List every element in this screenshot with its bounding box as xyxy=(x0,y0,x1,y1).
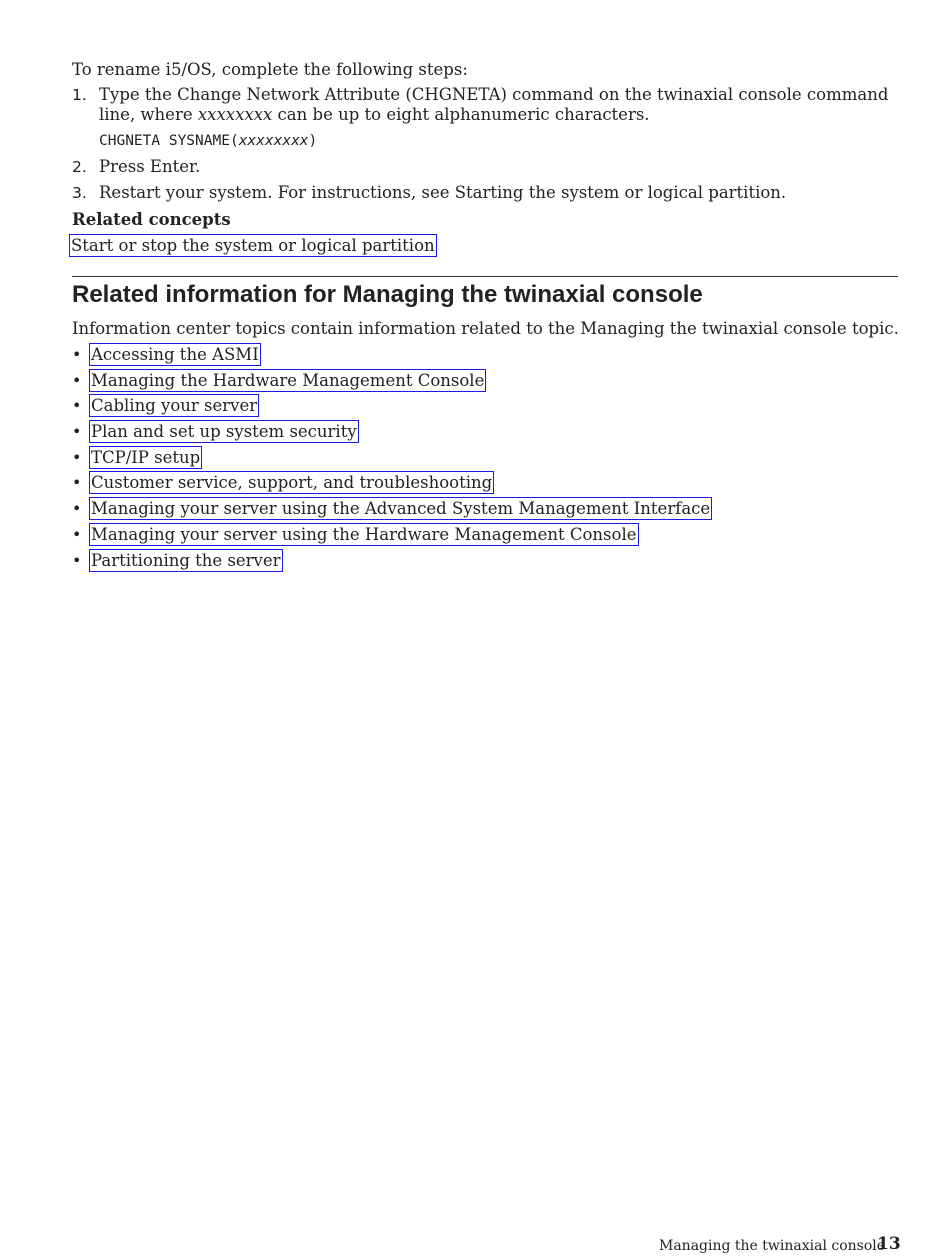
list-item xyxy=(72,420,712,446)
list-item xyxy=(72,343,712,369)
list-item xyxy=(72,549,712,575)
list-item xyxy=(72,471,712,497)
step-3 xyxy=(72,183,898,203)
related-concepts-heading: Related concepts xyxy=(72,210,231,229)
partitioning-server-link[interactable]: Partitioning the server xyxy=(91,550,281,570)
bullet-icon: • xyxy=(72,550,82,570)
list-item xyxy=(72,446,712,472)
start-stop-system-link[interactable]: Start or stop the system or logical partition xyxy=(71,236,435,255)
page-number: 13 xyxy=(877,1234,901,1254)
command-example xyxy=(99,131,898,151)
manage-server-hmc-link[interactable]: Managing your server using the Hardware Management Console xyxy=(91,524,637,544)
section-intro: Information center topics contain information related to the Managing the twinaxial console topic. xyxy=(72,319,899,338)
step-text: Press Enter. xyxy=(99,157,201,176)
command-suffix: ) xyxy=(308,133,318,149)
section-divider xyxy=(72,276,898,277)
step-text-italic: xxxxxxxx xyxy=(197,105,273,124)
manage-server-asmi-link[interactable]: Managing your server using the Advanced System Management Interface xyxy=(91,499,711,519)
bullet-icon: • xyxy=(72,524,82,544)
section-title: Related information for Managing the twinaxial console xyxy=(72,281,703,308)
steps-list xyxy=(72,85,898,209)
step-text-after: can be up to eight alphanumeric characters. xyxy=(272,105,650,124)
bullet-icon: • xyxy=(72,473,82,493)
bullet-icon: • xyxy=(72,447,82,467)
accessing-asmi-link[interactable]: Accessing the ASMI xyxy=(91,345,259,364)
system-security-link[interactable]: Plan and set up system security xyxy=(91,422,357,442)
step-text: Restart your system. For instructions, see Starting the system or logical partition. xyxy=(99,183,787,202)
step-2 xyxy=(72,157,898,177)
list-item xyxy=(72,523,712,549)
bullet-icon: • xyxy=(72,345,82,364)
step-text-before: Type the Change Network Attribute (CHGNETA) command on the twinaxial console command line, where xyxy=(99,85,889,124)
footer-title: Managing the twinaxial console xyxy=(659,1238,886,1254)
bullet-icon: • xyxy=(72,396,82,416)
tcpip-setup-link[interactable]: TCP/IP setup xyxy=(91,447,201,467)
bullet-icon: • xyxy=(72,370,82,390)
managing-hmc-link[interactable]: Managing the Hardware Management Console xyxy=(91,370,485,390)
list-item xyxy=(72,497,712,523)
customer-service-link[interactable]: Customer service, support, and troubleshooting xyxy=(91,473,493,493)
bullet-icon: • xyxy=(72,422,82,442)
intro-text: To rename i5/OS, complete the following steps: xyxy=(72,60,468,79)
command-placeholder: xxxxxxxx xyxy=(238,133,309,149)
bullet-icon: • xyxy=(72,499,82,519)
related-links-list xyxy=(72,343,712,574)
command-prefix: CHGNETA SYSNAME( xyxy=(99,133,239,149)
step-number: 1. xyxy=(72,86,87,104)
step-number: 2. xyxy=(72,158,87,176)
cabling-server-link[interactable]: Cabling your server xyxy=(91,396,258,416)
step-1 xyxy=(72,85,898,151)
list-item xyxy=(72,369,712,395)
list-item xyxy=(72,394,712,420)
step-number: 3. xyxy=(72,184,87,202)
